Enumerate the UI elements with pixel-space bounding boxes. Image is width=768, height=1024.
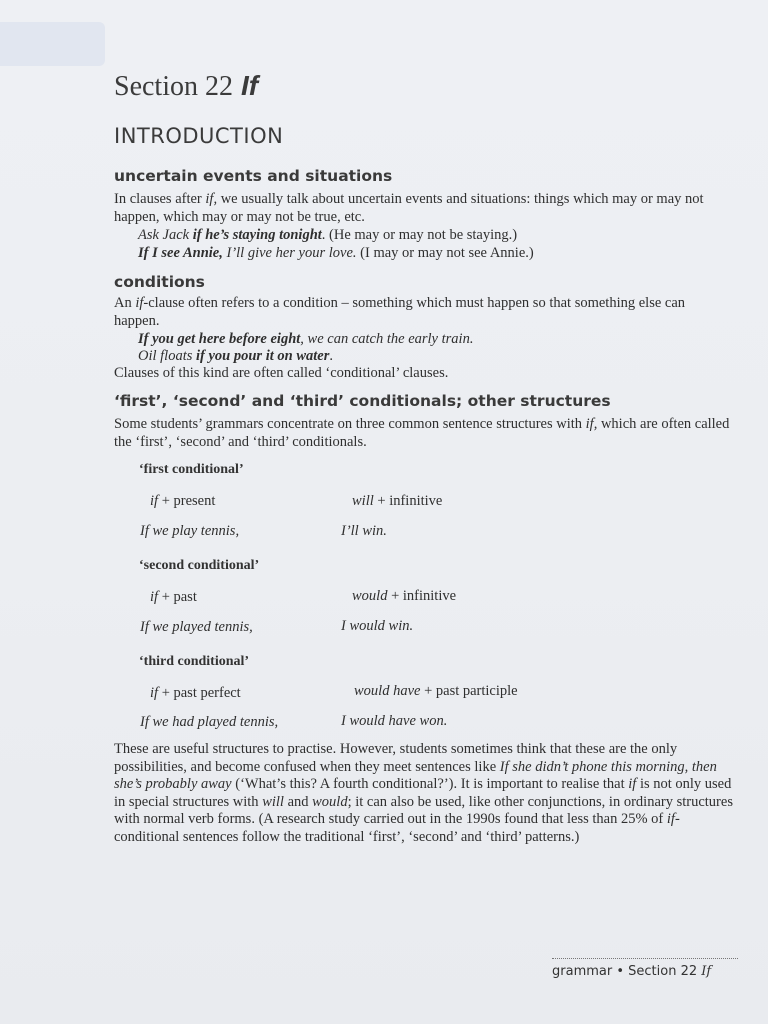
- footer-label: grammar • Section 22: [552, 964, 698, 979]
- heading-conditionals: ‘first’, ‘second’ and ‘third’ conditionals; other structures: [114, 392, 611, 410]
- second-conditional-if-clause: if + past: [150, 589, 197, 605]
- section-topic: If: [241, 70, 259, 101]
- third-conditional-main-clause: would have + past participle: [354, 683, 518, 699]
- first-conditional-example-result: I’ll win.: [341, 523, 387, 539]
- second-conditional-label: ‘second conditional’: [139, 558, 260, 573]
- footer-topic: If: [701, 964, 712, 979]
- paragraph-uncertain: In clauses after if, we usually talk about uncertain events and situations: things which may or may not happen, which may or may not be true, etc.: [114, 191, 704, 225]
- third-conditional-label: ‘third conditional’: [139, 654, 250, 669]
- page-footer: [552, 964, 711, 979]
- third-conditional-example-if: If we had played tennis,: [140, 714, 279, 730]
- conditional-clauses-note: Clauses of this kind are often called ‘conditional’ clauses.: [114, 365, 449, 381]
- second-conditional-example-if: If we played tennis,: [140, 619, 253, 635]
- example-oil-floats: Oil floats if you pour it on water.: [138, 348, 333, 364]
- second-conditional-example-result: I would win.: [341, 618, 414, 634]
- section-tab: [0, 22, 105, 66]
- footer-divider: [552, 958, 738, 959]
- example-ask-jack: Ask Jack if he’s staying tonight. (He may or may not be staying.): [138, 227, 518, 243]
- section-number: Section 22: [114, 71, 233, 102]
- example-see-annie: If I see Annie, I’ll give her your love. (I may or may not see Annie.): [138, 245, 534, 261]
- paragraph-conditions: An if-clause often refers to a condition – something which must happen so that something else can happen.: [114, 295, 686, 329]
- heading-conditions: conditions: [114, 273, 205, 291]
- second-conditional-main-clause: would + infinitive: [352, 588, 457, 604]
- third-conditional-if-clause: if + past perfect: [150, 685, 241, 701]
- paragraph-conditionals: Some students’ grammars concentrate on three common sentence structures with if, which are often called the ‘first’, ‘second’ and ‘third’ conditionals.: [114, 416, 730, 450]
- first-conditional-if-clause: if + present: [150, 493, 216, 509]
- paragraph-fourth-conditional: These are useful structures to practise. However, students sometimes think that these are the only possibilities, and become confused when they meet sentences like If she didn’t phone this morning, then she’s probably away (‘What’s this? A fourth conditional?’). It is important to realise that if is not only used in special structures with will and would; it can also be used, like other conjunctions, in ordinary structures with normal verb forms. (A research study carried out in the 1990s found that less than 25% of if-conditional sentences follow the traditional ‘first’, ‘second’ and ‘third’ patterns.): [114, 741, 733, 845]
- section-title: [114, 70, 258, 103]
- third-conditional-example-result: I would have won.: [341, 713, 448, 729]
- first-conditional-main-clause: will + infinitive: [352, 493, 443, 509]
- heading-uncertain-events: uncertain events and situations: [114, 167, 393, 185]
- example-early-train: If you get here before eight, we can catch the early train.: [138, 331, 474, 347]
- introduction-heading: INTRODUCTION: [114, 124, 284, 148]
- first-conditional-example-if: If we play tennis,: [140, 523, 240, 539]
- first-conditional-label: ‘first conditional’: [139, 462, 244, 477]
